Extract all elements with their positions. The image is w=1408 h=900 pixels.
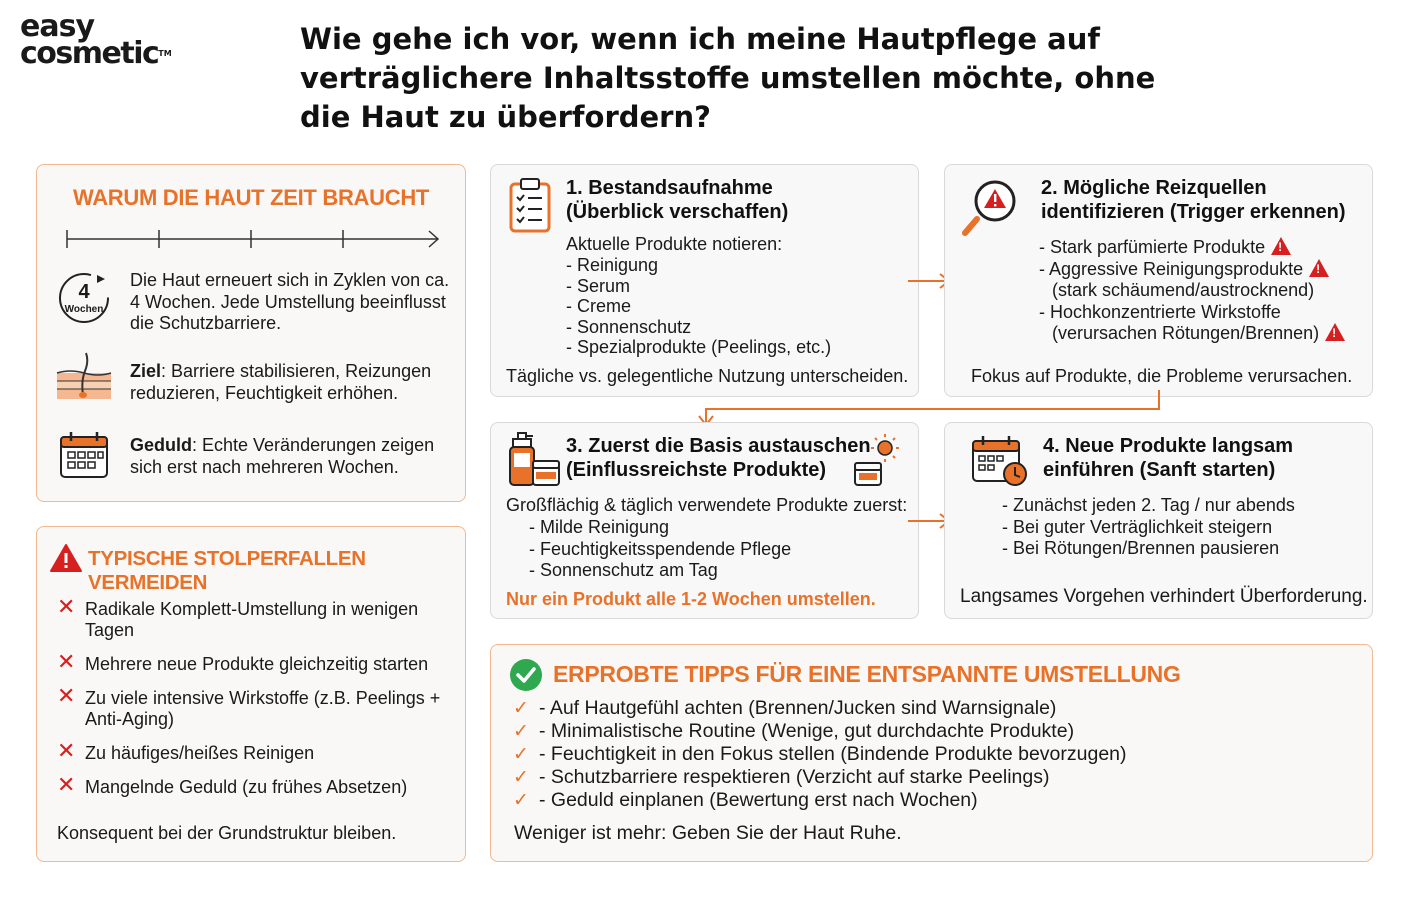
pitfall-item xyxy=(57,683,457,730)
list-item: - Bei Rötungen/Brennen pausieren xyxy=(1002,538,1280,558)
pitfall-text: Mehrere neue Produkte gleichzeitig starten xyxy=(85,654,429,674)
step2-title-line1: 2. Mögliche Reizquellen xyxy=(1041,177,1267,199)
warning-icon xyxy=(1309,259,1329,277)
tips-card xyxy=(490,644,1373,862)
why-item-2 xyxy=(130,361,450,404)
skin-layer-icon xyxy=(55,351,113,407)
step4-title-line1: 4. Neue Produkte langsam xyxy=(1043,435,1294,457)
step4-title xyxy=(1043,435,1293,482)
x-icon: ✕ xyxy=(57,683,76,708)
pitfalls-footer: Konsequent bei der Grundstruktur bleiben. xyxy=(57,823,397,843)
logo-trademark: TM xyxy=(158,49,172,58)
brand-logo xyxy=(20,9,190,71)
step2-title-line2: identifizieren (Trigger erkennen) xyxy=(1041,200,1346,223)
tip-text: - Auf Hautgefühl achten (Brennen/Jucken sind Warnsignale) xyxy=(539,697,1057,719)
pitfall-item xyxy=(57,649,457,675)
why-item-2-rest: : Barriere stabilisieren, Reizungen reduzieren, Feuchtigkeit erhöhen. xyxy=(130,361,432,403)
pitfalls-card xyxy=(36,526,466,862)
step3-title-line2: (Einflussreichste Produkte) xyxy=(566,458,827,481)
calendar-clock-icon xyxy=(971,435,1029,487)
tip-item xyxy=(513,766,1353,789)
list-item-text: (verursachen Rötungen/Brennen) xyxy=(1052,323,1320,343)
check-circle-icon xyxy=(509,658,543,692)
tip-item xyxy=(513,743,1353,766)
check-icon: ✓ xyxy=(513,767,529,788)
step1-intro: Aktuelle Produkte notieren: xyxy=(566,234,783,254)
tips-footer: Weniger ist mehr: Geben Sie der Haut Ruhe. xyxy=(514,822,902,844)
pitfall-text: Zu häufiges/heißes Reinigen xyxy=(85,743,315,763)
bottle-jar-icon xyxy=(505,431,561,487)
why-item-3-rest: : Echte Veränderungen zeigen sich erst nach mehreren Wochen. xyxy=(130,435,435,477)
list-item: - Hochkonzentrierte Wirkstoffe xyxy=(1039,301,1281,322)
logo-line1: easy xyxy=(20,9,95,44)
list-item xyxy=(1039,237,1345,259)
step3-card xyxy=(490,422,919,619)
check-icon: ✓ xyxy=(513,721,529,742)
list-item: - Bei guter Verträglichkeit steigern xyxy=(1002,516,1273,537)
why-item-3-bold: Geduld xyxy=(130,435,192,455)
warning-icon xyxy=(49,543,83,573)
tip-text: - Feuchtigkeit in den Fokus stellen (Bindende Produkte bevorzugen) xyxy=(539,743,1127,765)
pitfall-text: Zu viele intensive Wirkstoffe (z.B. Peelings + Anti-Aging) xyxy=(85,688,441,729)
cycle-number: 4 xyxy=(78,281,90,303)
pitfalls-title: TYPISCHE STOLPERFALLEN VERMEIDEN xyxy=(88,547,366,594)
cycle-icon xyxy=(57,269,113,325)
step1-footer: Tägliche vs. gelegentliche Nutzung unterscheiden. xyxy=(506,366,909,386)
list-item xyxy=(1039,259,1345,281)
pitfall-item xyxy=(57,594,457,641)
tips-title: ERPROBTE TIPPS FÜR EINE ENTSPANNTE UMSTELLUNG xyxy=(553,661,1181,687)
magnifier-warning-icon xyxy=(961,177,1023,237)
x-icon: ✕ xyxy=(57,772,76,797)
list-item: - Serum xyxy=(566,275,631,296)
step2-footer: Fokus auf Produkte, die Probleme verursachen. xyxy=(971,366,1353,386)
why-item-2-bold: Ziel xyxy=(130,361,162,381)
list-item: - Spezialprodukte (Peelings, etc.) xyxy=(566,337,832,357)
check-icon: ✓ xyxy=(513,790,529,811)
list-item: (stark schäumend/austrocknend) xyxy=(1052,280,1315,300)
step4-card xyxy=(944,422,1373,619)
why-card xyxy=(36,164,466,502)
list-item: - Reinigung xyxy=(566,255,659,275)
pitfalls-list xyxy=(57,594,457,811)
tip-text: - Geduld einplanen (Bewertung erst nach Wochen) xyxy=(539,789,978,811)
tip-item xyxy=(513,720,1353,743)
tip-item xyxy=(513,789,1353,812)
pitfall-text: Radikale Komplett-Umstellung in wenigen Tagen xyxy=(85,599,419,640)
step2-title xyxy=(1041,177,1346,224)
why-item-1: Die Haut erneuert sich in Zyklen von ca. 4 Wochen. Jede Umstellung beeinflusst die Schutzbarriere. xyxy=(130,270,450,333)
list-item: - Sonnenschutz xyxy=(566,316,692,337)
step3-intro: Großflächig & täglich verwendete Produkte zuerst: xyxy=(506,495,908,515)
cycle-unit: Wochen xyxy=(64,304,104,315)
step1-card xyxy=(490,164,919,397)
step1-title-line1: 1. Bestandsaufnahme xyxy=(566,177,773,199)
step4-title-line2: einführen (Sanft starten) xyxy=(1043,458,1276,481)
list-item-text: - Aggressive Reinigungsprodukte xyxy=(1039,258,1304,279)
step4-list xyxy=(1002,495,1295,560)
step2-card xyxy=(944,164,1373,397)
step1-title-line2: (Überblick verschaffen) xyxy=(566,200,789,223)
list-item: - Sonnenschutz am Tag xyxy=(529,560,718,580)
x-icon: ✕ xyxy=(57,649,76,674)
list-item: - Creme xyxy=(566,296,632,316)
list-item-text: - Stark parfümierte Produkte xyxy=(1039,237,1266,257)
list-item: - Zunächst jeden 2. Tag / nur abends xyxy=(1002,495,1295,515)
timeline-icon xyxy=(63,227,443,251)
list-item: - Feuchtigkeitsspendende Pflege xyxy=(529,538,792,559)
pitfall-text: Mangelnde Geduld (zu frühes Absetzen) xyxy=(85,777,408,797)
calendar-icon xyxy=(59,431,109,479)
clipboard-icon xyxy=(509,177,551,233)
warning-icon xyxy=(1325,323,1345,341)
tip-text: - Minimalistische Routine (Wenige, gut durchdachte Produkte) xyxy=(539,720,1075,742)
step2-list xyxy=(1039,237,1345,345)
list-item xyxy=(1039,323,1345,345)
pitfall-item xyxy=(57,738,457,764)
step3-footer: Nur ein Produkt alle 1-2 Wochen umstellen. xyxy=(506,589,876,609)
step3-title xyxy=(566,435,871,482)
tip-item xyxy=(513,697,1353,720)
check-icon: ✓ xyxy=(513,698,529,719)
why-item-3 xyxy=(130,435,450,478)
logo-line2: cosmetic xyxy=(20,36,159,71)
step3-list xyxy=(529,517,791,582)
sun-icon xyxy=(851,431,909,487)
why-title: WARUM DIE HAUT ZEIT BRAUCHT xyxy=(72,185,430,210)
step4-footer: Langsames Vorgehen verhindert Überforderung. xyxy=(960,586,1368,607)
check-icon: ✓ xyxy=(513,744,529,765)
tips-list xyxy=(513,697,1353,812)
list-item: - Milde Reinigung xyxy=(529,517,670,537)
x-icon: ✕ xyxy=(57,738,76,763)
step1-title xyxy=(566,177,788,224)
tip-text: - Schutzbarriere respektieren (Verzicht auf starke Peelings) xyxy=(539,766,1050,788)
step3-title-line1: 3. Zuerst die Basis austauschen xyxy=(566,435,871,457)
pitfall-item xyxy=(57,772,457,798)
page-title: Wie gehe ich vor, wenn ich meine Hautpflege auf verträglichere Inhaltsstoffe umstellen möchte, ohne die Haut zu überfordern? xyxy=(300,22,1156,134)
warning-icon xyxy=(1271,237,1291,255)
step1-list xyxy=(566,255,831,358)
x-icon: ✕ xyxy=(57,594,76,619)
